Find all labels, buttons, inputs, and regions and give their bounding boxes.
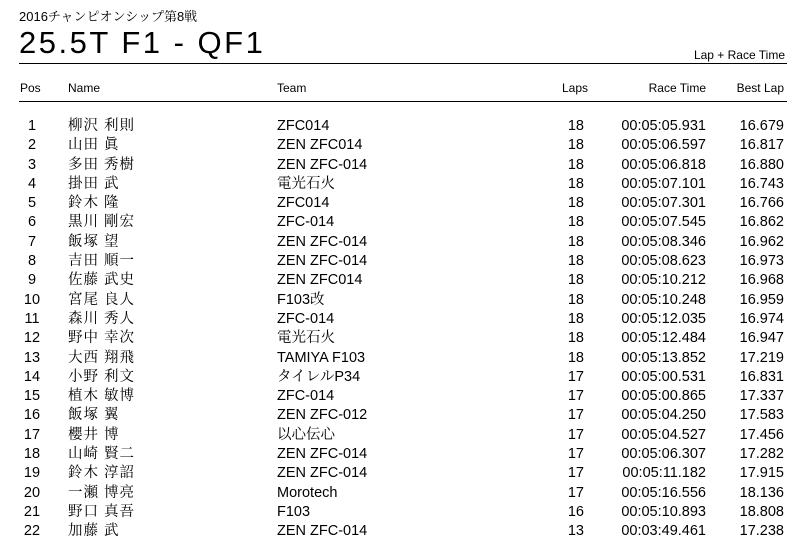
cell-pos: 13 [23, 349, 41, 366]
cell-name: 野口 真吾 [68, 503, 136, 520]
cell-best-lap: 16.959 [739, 291, 784, 308]
cell-name: 森川 秀人 [68, 310, 136, 327]
cell-race-time: 00:05:07.301 [621, 195, 706, 212]
cell-race-time: 00:05:16.556 [621, 484, 706, 501]
cell-pos: 18 [23, 446, 41, 463]
cell-best-lap: 17.238 [739, 523, 784, 540]
cell-team: Morotech [277, 484, 338, 501]
cell-laps: 18 [567, 137, 584, 154]
cell-laps: 17 [567, 426, 584, 443]
cell-best-lap: 17.583 [739, 407, 784, 424]
cell-pos: 9 [27, 272, 37, 289]
cell-team: ZFC014 [277, 118, 330, 134]
cell-name: 櫻井 博 [68, 426, 120, 443]
result-row [0, 156, 800, 175]
result-row [0, 329, 800, 348]
cell-pos: 14 [23, 368, 41, 385]
cell-team: ZFC014 [277, 195, 330, 212]
cell-best-lap: 17.337 [739, 388, 784, 405]
result-row [0, 252, 800, 271]
cell-race-time: 00:05:06.307 [621, 446, 706, 463]
column-header-race-time: Race Time [648, 81, 706, 95]
result-row [0, 213, 800, 232]
cell-best-lap: 16.743 [739, 175, 784, 192]
cell-laps: 13 [567, 523, 584, 540]
cell-laps: 18 [567, 175, 584, 192]
cell-race-time: 00:05:07.101 [621, 175, 706, 192]
cell-laps: 18 [567, 253, 584, 270]
result-row [0, 310, 800, 329]
cell-name: 鈴木 淳詔 [68, 465, 136, 482]
cell-race-time: 00:05:12.484 [621, 330, 706, 347]
cell-pos: 10 [23, 291, 41, 308]
result-row [0, 387, 800, 406]
cell-best-lap: 16.962 [739, 233, 784, 250]
cell-name: 加藤 武 [68, 523, 120, 540]
event-name: 2016チャンピオンシップ第8戦 [19, 9, 198, 24]
cell-name: 宮尾 良人 [68, 291, 136, 308]
column-header-pos: Pos [20, 81, 41, 95]
title-divider [19, 63, 787, 64]
results-table-header [0, 80, 800, 96]
cell-pos: 3 [27, 156, 37, 173]
cell-name: 一瀬 博亮 [68, 484, 136, 501]
cell-laps: 17 [567, 407, 584, 424]
cell-best-lap: 18.808 [739, 503, 784, 520]
cell-team: ZFC-014 [277, 388, 335, 405]
cell-laps: 18 [567, 330, 584, 347]
cell-laps: 18 [567, 156, 584, 173]
cell-team: ZEN ZFC-014 [277, 446, 368, 463]
cell-laps: 18 [567, 214, 584, 231]
result-row [0, 271, 800, 290]
cell-laps: 18 [567, 233, 584, 250]
cell-race-time: 00:05:00.865 [621, 388, 706, 405]
cell-name: 掛田 武 [68, 175, 120, 192]
cell-team: 以心伝心 [277, 426, 335, 443]
cell-team: ZFC-014 [277, 214, 335, 231]
cell-best-lap: 16.973 [739, 253, 784, 270]
cell-laps: 16 [567, 503, 584, 520]
cell-name: 飯塚 望 [68, 233, 120, 250]
cell-race-time: 00:05:08.346 [621, 233, 706, 250]
cell-pos: 7 [27, 233, 37, 250]
cell-best-lap: 16.766 [739, 195, 784, 212]
column-header-team: Team [277, 81, 307, 95]
result-row [0, 233, 800, 252]
column-header-laps: Laps [561, 81, 588, 95]
cell-team: ZEN ZFC-014 [277, 465, 368, 482]
cell-best-lap: 17.456 [739, 426, 784, 443]
result-row [0, 406, 800, 425]
cell-team: ZEN ZFC-014 [277, 523, 368, 540]
cell-name: 飯塚 翼 [68, 407, 120, 424]
result-row [0, 503, 800, 522]
cell-race-time: 00:05:11.182 [622, 465, 706, 482]
cell-race-time: 00:05:10.248 [621, 291, 706, 308]
cell-laps: 18 [567, 291, 584, 308]
cell-race-time: 00:05:04.250 [621, 407, 706, 424]
cell-team: ZEN ZFC-014 [277, 253, 368, 270]
cell-name: 山崎 賢二 [68, 446, 136, 463]
cell-pos: 6 [27, 214, 37, 231]
cell-race-time: 00:03:49.461 [621, 523, 706, 540]
cell-name: 小野 利文 [68, 368, 136, 385]
cell-team: 電光石火 [277, 330, 335, 347]
cell-race-time: 00:05:06.818 [621, 156, 706, 173]
cell-laps: 17 [567, 446, 584, 463]
cell-team: 電光石火 [277, 175, 335, 192]
cell-race-time: 00:05:05.931 [621, 118, 706, 134]
result-row [0, 484, 800, 503]
cell-best-lap: 17.282 [739, 446, 784, 463]
cell-name: 黒川 剛宏 [68, 214, 136, 231]
cell-pos: 11 [24, 310, 40, 327]
cell-race-time: 00:05:07.545 [621, 214, 706, 231]
results-table-body [0, 117, 800, 542]
cell-pos: 22 [23, 523, 41, 540]
cell-name: 柳沢 利則 [68, 118, 136, 134]
cell-name: 植木 敏博 [68, 388, 136, 405]
cell-pos: 21 [23, 503, 41, 520]
cell-laps: 17 [567, 368, 584, 385]
cell-race-time: 00:05:13.852 [621, 349, 706, 366]
result-row [0, 194, 800, 213]
result-row [0, 522, 800, 541]
cell-name: 大西 翔飛 [68, 349, 136, 366]
cell-pos: 20 [23, 484, 41, 501]
cell-race-time: 00:05:12.035 [621, 310, 706, 327]
cell-best-lap: 16.968 [739, 272, 784, 289]
cell-best-lap: 17.219 [739, 349, 784, 366]
result-row [0, 175, 800, 194]
cell-team: TAMIYA F103 [277, 349, 366, 366]
cell-pos: 19 [23, 465, 41, 482]
result-row [0, 368, 800, 387]
race-title: 25.5T F1 - QF1 [19, 25, 266, 60]
result-row [0, 117, 800, 136]
cell-best-lap: 16.817 [739, 137, 784, 154]
cell-team: ZEN ZFC-012 [277, 407, 368, 424]
result-row [0, 136, 800, 155]
result-row [0, 291, 800, 310]
cell-laps: 17 [567, 465, 584, 482]
cell-team: F103改 [277, 291, 325, 308]
cell-laps: 17 [567, 388, 584, 405]
result-row [0, 349, 800, 368]
cell-race-time: 00:05:10.893 [621, 503, 706, 520]
cell-team: F103 [277, 503, 311, 520]
cell-name: 吉田 順一 [68, 253, 136, 270]
cell-laps: 18 [567, 310, 584, 327]
cell-race-time: 00:05:10.212 [621, 272, 706, 289]
cell-pos: 16 [23, 407, 41, 424]
cell-pos: 15 [23, 388, 41, 405]
cell-pos: 2 [27, 137, 37, 154]
column-header-name: Name [68, 81, 101, 95]
cell-name: 鈴木 隆 [68, 195, 120, 212]
cell-pos: 5 [27, 195, 37, 212]
cell-team: ZEN ZFC-014 [277, 233, 368, 250]
result-row [0, 464, 800, 483]
cell-best-lap: 16.974 [739, 310, 784, 327]
cell-best-lap: 16.831 [739, 368, 784, 385]
cell-laps: 17 [567, 484, 584, 501]
cell-race-time: 00:05:00.531 [621, 368, 706, 385]
cell-best-lap: 18.136 [739, 484, 784, 501]
cell-race-time: 00:05:08.623 [621, 253, 706, 270]
cell-pos: 17 [23, 426, 41, 443]
cell-name: 山田 眞 [68, 137, 120, 154]
header-divider [19, 101, 787, 102]
cell-laps: 18 [567, 195, 584, 212]
cell-laps: 18 [567, 118, 584, 134]
cell-team: ZEN ZFC-014 [277, 156, 368, 173]
cell-laps: 18 [567, 349, 584, 366]
column-header-best-lap: Best Lap [736, 81, 784, 95]
cell-team: ZFC-014 [277, 310, 335, 327]
cell-race-time: 00:05:06.597 [621, 137, 706, 154]
cell-pos: 4 [27, 175, 37, 192]
result-row [0, 445, 800, 464]
cell-best-lap: 16.679 [739, 118, 784, 134]
result-type-label: Lap + Race Time [693, 48, 785, 62]
cell-team: ZEN ZFC014 [277, 272, 363, 289]
cell-team: タイレルP34 [277, 368, 361, 385]
cell-best-lap: 16.947 [739, 330, 784, 347]
cell-name: 野中 幸次 [68, 330, 136, 347]
cell-best-lap: 17.915 [739, 465, 784, 482]
cell-team: ZEN ZFC014 [277, 137, 363, 154]
result-row [0, 426, 800, 445]
cell-name: 多田 秀樹 [68, 156, 136, 173]
cell-pos: 1 [27, 118, 37, 134]
cell-best-lap: 16.862 [739, 214, 784, 231]
cell-best-lap: 16.880 [739, 156, 784, 173]
cell-laps: 18 [567, 272, 584, 289]
cell-pos: 12 [23, 330, 41, 347]
cell-pos: 8 [27, 253, 37, 270]
cell-name: 佐藤 武史 [68, 272, 136, 289]
cell-race-time: 00:05:04.527 [621, 426, 706, 443]
